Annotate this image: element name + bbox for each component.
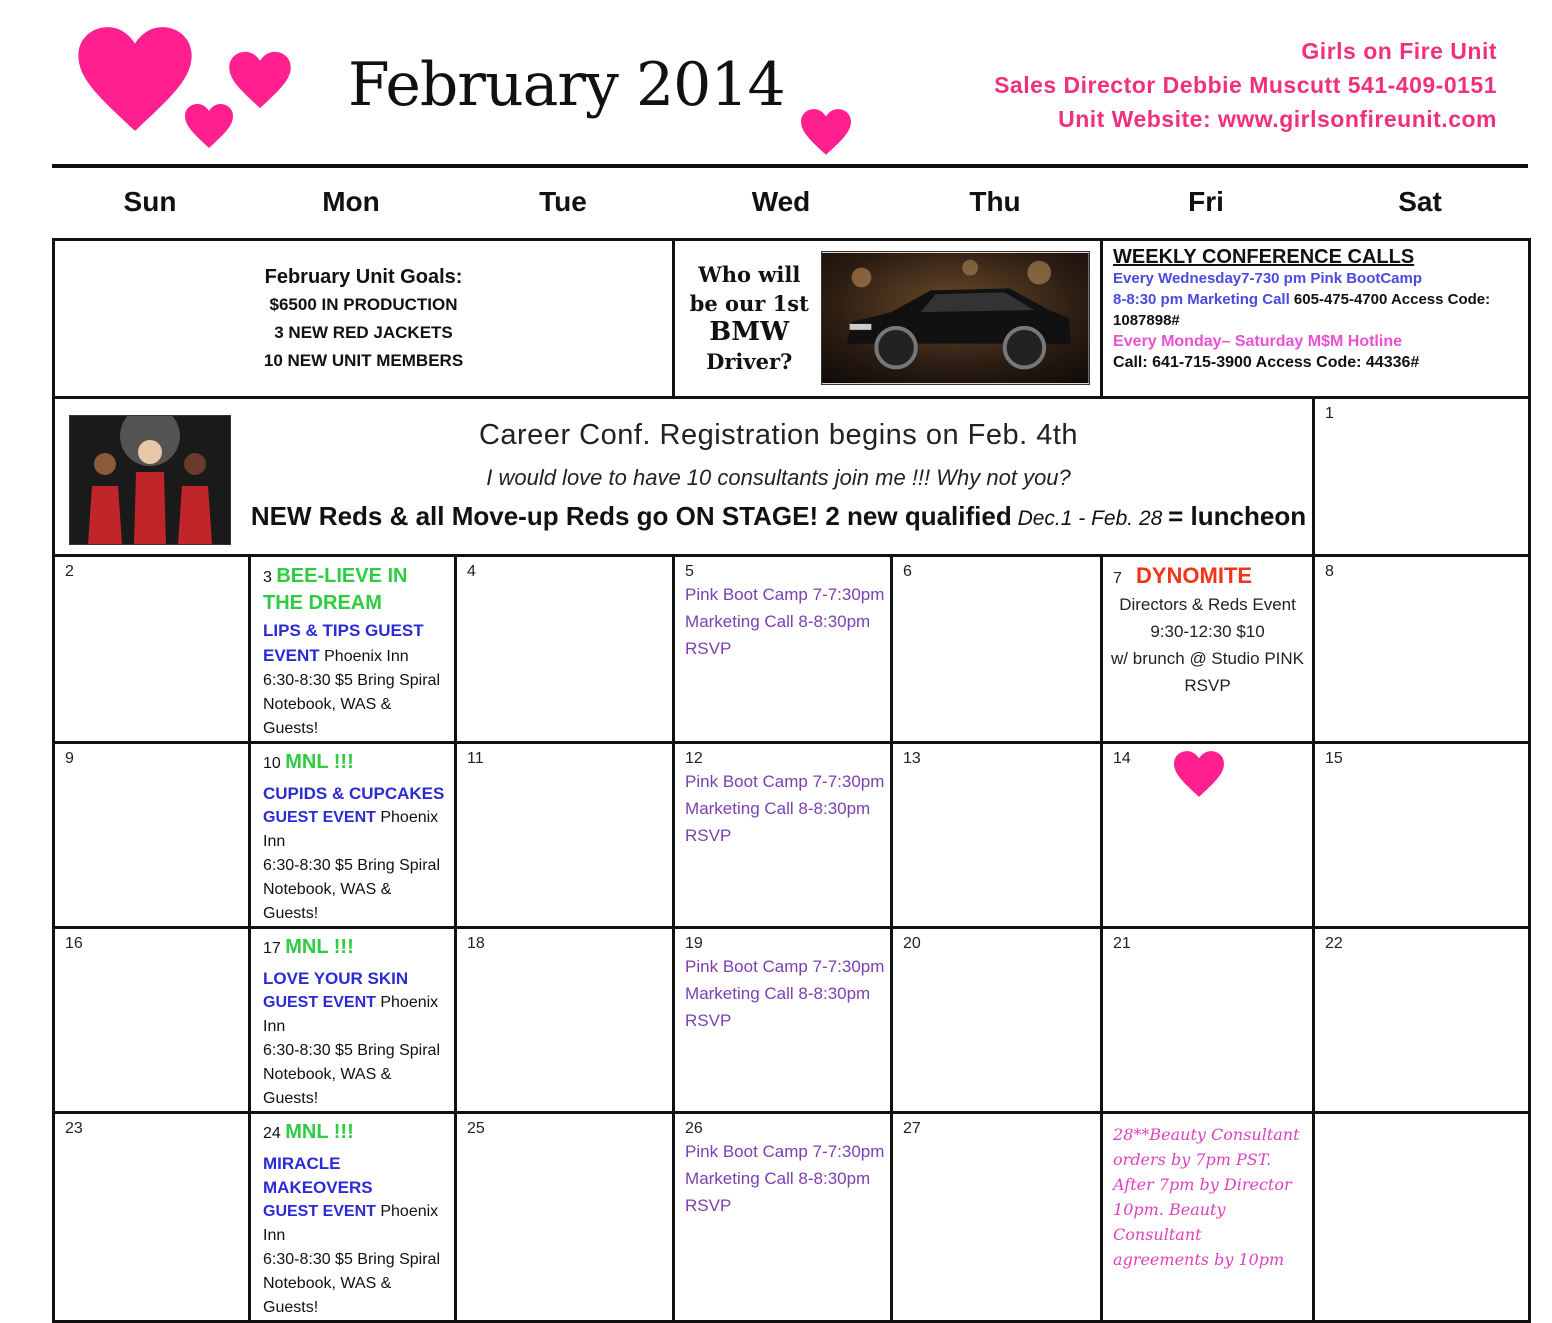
day-cell <box>1314 398 1530 556</box>
day-cell <box>892 743 1102 928</box>
event-line: Pink Boot Camp 7-7:30pm <box>685 772 885 791</box>
dayname-fri: Fri <box>1188 186 1224 217</box>
event-line: RSVP <box>685 826 732 845</box>
day-cell <box>1314 743 1530 928</box>
day-cell <box>1314 928 1530 1113</box>
day-cell <box>250 743 456 928</box>
day-cell <box>1314 556 1530 743</box>
event-line: RSVP <box>1184 676 1231 695</box>
conference-calls-box <box>1102 240 1530 398</box>
day-number: 2 <box>65 563 74 580</box>
day-cell <box>456 556 674 743</box>
day-number: 25 <box>467 1120 485 1137</box>
day-cell <box>1102 743 1314 928</box>
goal-item: $6500 IN PRODUCTION <box>269 295 458 314</box>
day-number: 16 <box>65 935 83 952</box>
heart-icon <box>76 24 194 134</box>
dayname-thu: Thu <box>969 186 1021 217</box>
day-cell <box>1314 1113 1530 1322</box>
unit-goals-box <box>54 240 674 398</box>
consultants-photo <box>69 415 231 545</box>
goal-item: 10 NEW UNIT MEMBERS <box>263 351 464 370</box>
day-number: 11 <box>467 750 484 767</box>
event-location: Phoenix Inn <box>263 809 439 850</box>
day-cell <box>54 743 250 928</box>
event-name: CUPIDS & CUPCAKES <box>263 784 445 803</box>
day-number: 24 <box>263 1125 281 1142</box>
event-line: RSVP <box>685 1196 732 1215</box>
event-type: GUEST EVENT <box>263 809 376 826</box>
day-cell <box>456 743 674 928</box>
conf-line-part: 605-475-4700 Access Code: 1087898# <box>1113 291 1491 329</box>
day-number: 9 <box>65 750 74 767</box>
event-name: LOVE YOUR SKIN <box>263 969 409 988</box>
unit-name: Girls on Fire Unit <box>1301 38 1497 64</box>
heart-icon <box>1173 750 1225 798</box>
day-cell <box>674 928 892 1113</box>
heart-icon <box>800 108 852 156</box>
day-cell <box>1102 928 1314 1113</box>
day-cell <box>250 556 456 743</box>
conf-title: WEEKLY CONFERENCE CALLS <box>1113 246 1415 268</box>
dayname-tue: Tue <box>539 186 587 217</box>
goals-title: February Unit Goals: <box>264 266 463 288</box>
event-title: MNL !!! <box>285 751 354 773</box>
stage-note-part: = luncheon <box>1168 501 1307 531</box>
unit-info <box>994 34 1497 136</box>
event-details: 6:30-8:30 $5 Bring Spiral Notebook, WAS & Guests! <box>263 1251 440 1316</box>
event-line: Marketing Call 8-8:30pm <box>685 984 871 1003</box>
day-number: 21 <box>1113 935 1131 952</box>
heart-icon <box>184 102 234 150</box>
day-cell <box>54 928 250 1113</box>
day-number: 6 <box>903 563 912 580</box>
stage-note-part: NEW Reds & all Move-up Reds go ON STAGE! 2 new qualified <box>250 501 1012 531</box>
day-number: 23 <box>65 1120 83 1137</box>
day-number: 1 <box>1325 405 1334 422</box>
day-cell <box>1102 556 1314 743</box>
day-names-row <box>52 186 1528 226</box>
event-title: BEE-LIEVE IN THE DREAM <box>263 565 408 614</box>
day-cell <box>892 556 1102 743</box>
day-number: 22 <box>1325 935 1343 952</box>
day-number: 20 <box>903 935 921 952</box>
bmw-line: Driver? <box>706 349 793 374</box>
day-cell <box>674 1113 892 1322</box>
event-details: 6:30-8:30 $5 Bring Spiral Notebook, WAS & Guests! <box>263 857 440 922</box>
event-type: GUEST EVENT <box>263 994 376 1011</box>
registration-stage-note <box>245 501 1312 532</box>
day-number: 10 <box>263 755 281 772</box>
day-cell <box>250 928 456 1113</box>
event-line: w/ brunch @ Studio PINK <box>1111 649 1305 668</box>
event-details <box>1103 1114 1312 1280</box>
unit-website: Unit Website: www.girlsonfireunit.com <box>1058 106 1497 132</box>
day-cell <box>250 1113 456 1322</box>
car-photo <box>821 251 1090 385</box>
conf-line-part: 8-8:30 pm Marketing Call <box>1113 291 1290 308</box>
dayname-wed: Wed <box>751 186 811 217</box>
registration-subtext: I would love to have 10 consultants join me !!! Why not you? <box>486 465 1071 490</box>
divider <box>52 164 1528 168</box>
day-number: 28 <box>1113 1125 1134 1144</box>
conf-line: Call: 641-715-3900 Access Code: 44336# <box>1113 354 1420 371</box>
day-cell <box>892 928 1102 1113</box>
event-location: Phoenix Inn <box>263 1203 439 1244</box>
event-location: Phoenix Inn <box>263 994 439 1035</box>
event-line: Pink Boot Camp 7-7:30pm <box>685 1142 885 1161</box>
bmw-question <box>685 260 813 376</box>
event-details: Phoenix Inn 6:30-8:30 $5 Bring Spiral Notebook, WAS & Guests! <box>263 648 440 737</box>
conf-line: Every Wednesday7-730 pm Pink BootCamp <box>1113 270 1423 287</box>
conf-line: Every Monday– Saturday M$M Hotline <box>1113 333 1402 350</box>
day-cell <box>456 928 674 1113</box>
event-line: Marketing Call 8-8:30pm <box>685 612 871 631</box>
event-line: Marketing Call 8-8:30pm <box>685 799 871 818</box>
registration-banner <box>54 398 1314 556</box>
day-number: 3 <box>263 569 272 586</box>
event-note: **Beauty Consultant orders by 7pm PST. After 7pm by Director 10pm. Beauty Consultant agreements by 10pm <box>1113 1125 1300 1269</box>
day-number: 7 <box>1113 570 1122 587</box>
event-name: MIRACLE MAKEOVERS <box>263 1154 373 1197</box>
event-line: RSVP <box>685 1011 732 1030</box>
event-title: MNL !!! <box>285 936 354 958</box>
day-cell <box>674 556 892 743</box>
day-cell <box>674 743 892 928</box>
day-number: 14 <box>1113 750 1131 767</box>
day-cell <box>54 1113 250 1322</box>
event-title: DYNOMITE <box>1135 563 1253 588</box>
event-title: MNL !!! <box>285 1121 354 1143</box>
dayname-mon: Mon <box>322 186 380 217</box>
day-number: 4 <box>467 563 476 580</box>
goal-item: 3 NEW RED JACKETS <box>274 323 453 342</box>
day-number: 8 <box>1325 563 1334 580</box>
day-cell <box>1102 1113 1314 1322</box>
event-line: Directors & Reds Event <box>1119 595 1296 614</box>
event-line: Marketing Call 8-8:30pm <box>685 1169 871 1188</box>
day-number: 27 <box>903 1120 921 1137</box>
day-cell <box>456 1113 674 1322</box>
event-line: Pink Boot Camp 7-7:30pm <box>685 957 885 976</box>
page-title: February 2014 <box>348 50 785 120</box>
day-number: 12 <box>685 750 703 767</box>
day-number: 18 <box>467 935 485 952</box>
dayname-sat: Sat <box>1398 186 1442 217</box>
conf-line <box>1113 289 1518 331</box>
bmw-line: be our 1st <box>689 291 809 316</box>
director-info: Sales Director Debbie Muscutt 541-409-0151 <box>994 72 1497 98</box>
day-number: 17 <box>263 940 281 957</box>
day-number: 19 <box>685 935 703 952</box>
day-number: 26 <box>685 1120 703 1137</box>
event-type: GUEST EVENT <box>263 1203 376 1220</box>
day-number: 15 <box>1325 750 1343 767</box>
bmw-line: BMW <box>709 317 790 347</box>
event-line: 9:30-12:30 $10 <box>1150 622 1265 641</box>
bmw-box <box>674 240 1102 398</box>
event-line: Pink Boot Camp 7-7:30pm <box>685 585 885 604</box>
day-cell <box>54 556 250 743</box>
day-number: 13 <box>903 750 921 767</box>
event-name: LIPS & TIPS GUEST EVENT <box>263 621 424 665</box>
event-line: RSVP <box>685 639 732 658</box>
day-number: 5 <box>685 563 694 580</box>
heart-icon <box>228 50 292 110</box>
bmw-line: Who will <box>698 262 801 287</box>
stage-note-dates: Dec.1 - Feb. 28 <box>1011 507 1169 530</box>
dayname-sun: Sun <box>123 186 177 217</box>
day-cell <box>892 1113 1102 1322</box>
event-details: 6:30-8:30 $5 Bring Spiral Notebook, WAS & Guests! <box>263 1042 440 1107</box>
calendar-grid <box>52 238 1531 1323</box>
registration-heading: Career Conf. Registration begins on Feb. 4th <box>478 419 1079 451</box>
